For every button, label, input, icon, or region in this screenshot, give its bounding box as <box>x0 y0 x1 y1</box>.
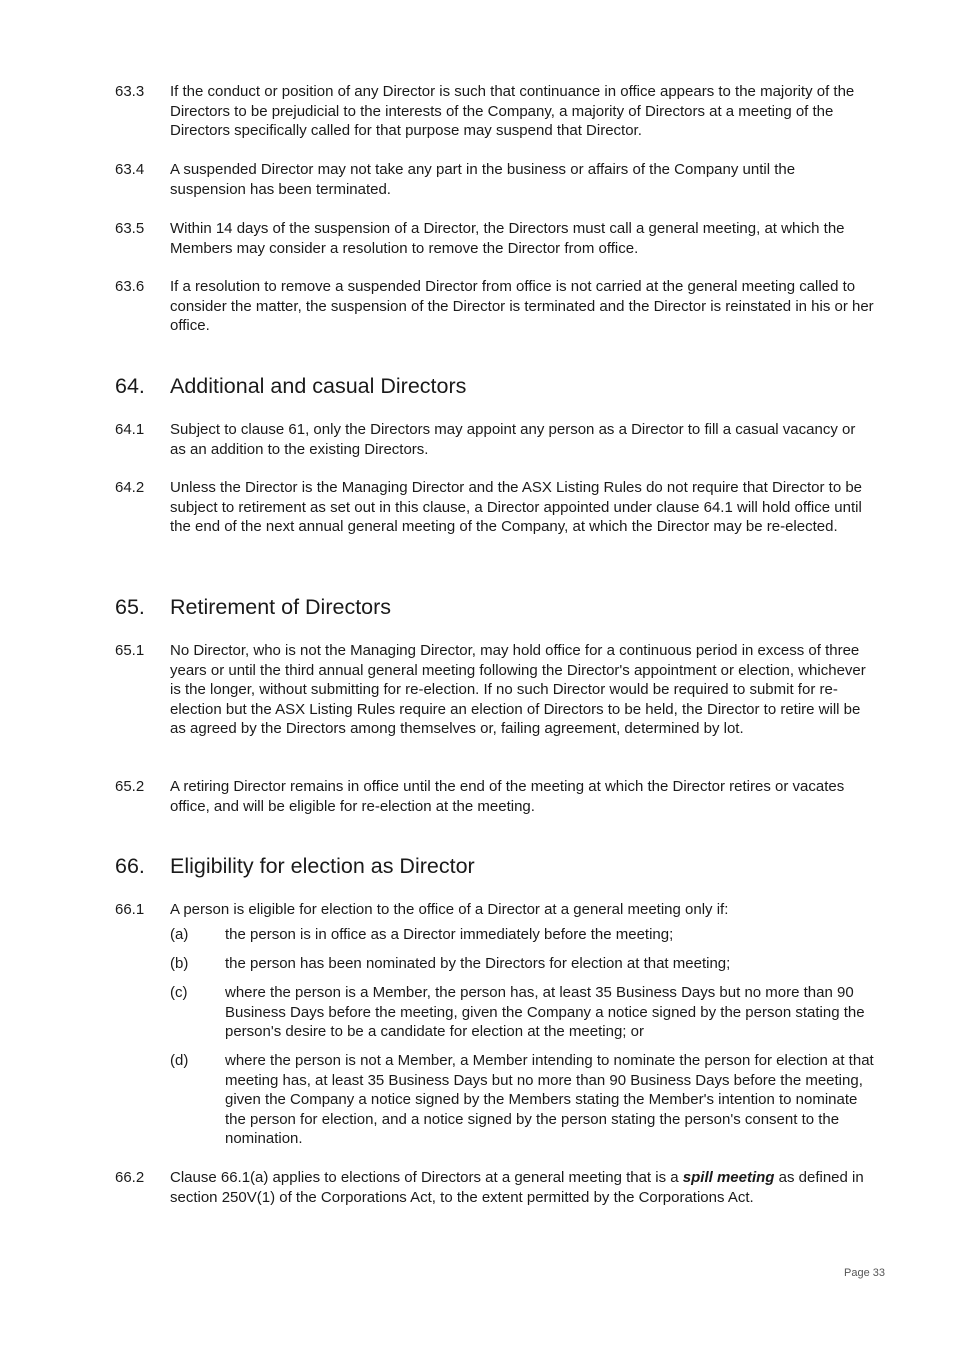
clause-text: If a resolution to remove a suspended Director from office is not carried at the general meeting called to consider the matter, the suspension of the Director is terminated and the Director is reinstated in his or her office. <box>170 278 874 334</box>
section-heading-65 <box>115 594 875 620</box>
clause-text-part: as defined in section 250V(1) of the Corporations Act, to the extent permitted by the Corporations Act. <box>170 1169 864 1206</box>
clause-64-1 <box>115 420 875 459</box>
sub-clause-number: (d) <box>170 1052 189 1069</box>
clause-text: A retiring Director remains in office until the end of the meeting at which the Director retires or vacates office, and will be eligible for re-election at the meeting. <box>170 778 845 815</box>
section-number: 65. <box>115 595 145 619</box>
sub-clause-number: (a) <box>170 926 189 943</box>
clause-63-5 <box>115 219 875 258</box>
section-title: Additional and casual Directors <box>170 374 467 398</box>
clause-63-4 <box>115 160 875 199</box>
section-heading-64 <box>115 373 875 399</box>
clause-text-part: Clause 66.1(a) applies to elections of Directors at a general meeting that is a <box>170 1169 683 1186</box>
clause-number: 65.2 <box>115 778 145 795</box>
clause-63-6 <box>115 277 875 336</box>
section-title: Eligibility for election as Director <box>170 854 475 878</box>
section-number: 66. <box>115 854 145 878</box>
page-number: Page 33 <box>844 1267 885 1279</box>
clause-text <box>170 1168 875 1207</box>
sub-clause-d <box>170 1051 875 1149</box>
clause-number: 63.4 <box>115 161 145 178</box>
clause-63-3 <box>115 82 875 141</box>
clause-number: 66.2 <box>115 1169 145 1186</box>
clause-text: Subject to clause 61, only the Directors may appoint any person as a Director to fill a casual vacancy or as an addition to the existing Directors. <box>170 421 856 458</box>
clause-text: A person is eligible for election to the office of a Director at a general meeting only if: <box>170 901 729 918</box>
clause-text: If the conduct or position of any Director is such that continuance in office appears to the majority of the Directors to be prejudicial to the interests of the Company, a majority of Directors at a meeting of the Directors specifically called for that purpose may suspend that Director. <box>170 83 855 139</box>
sub-clause-text: the person is in office as a Director immediately before the meeting; <box>225 926 674 943</box>
clause-text: A suspended Director may not take any part in the business or affairs of the Company until the suspension has been terminated. <box>170 161 796 198</box>
section-number: 64. <box>115 374 145 398</box>
clause-text: Within 14 days of the suspension of a Director, the Directors must call a general meeting, at which the Members may consider a resolution to remove the Director from office. <box>170 220 845 257</box>
clause-number: 64.2 <box>115 479 145 496</box>
sub-clause-text: the person has been nominated by the Directors for election at that meeting; <box>225 955 731 972</box>
clause-66-1 <box>115 900 875 920</box>
clause-text: No Director, who is not the Managing Director, may hold office for a continuous period in excess of three years or until the third annual general meeting following the Director's appointment or election, whichever is the longer, without submitting for re-election. If no such Director would be required to submit for re-election but the ASX Listing Rules require an election of Directors to be held, the Director to retire will be as agreed by the Directors among themselves or, failing agreement, determined by lot. <box>170 642 866 737</box>
sub-clause-c <box>170 983 875 1042</box>
sub-clause-number: (c) <box>170 984 188 1001</box>
clause-number: 65.1 <box>115 642 145 659</box>
defined-term-emphasis: spill meeting <box>682 1169 775 1186</box>
clause-number: 63.5 <box>115 220 145 237</box>
clause-number: 64.1 <box>115 421 145 438</box>
clause-text: Unless the Director is the Managing Director and the ASX Listing Rules do not require that Director to be subject to retirement as set out in this clause, a Director appointed under clause 64.1 will hold office until the end of the next annual general meeting of the Company, at which the Director may be re-elected. <box>170 479 863 535</box>
sub-clause-b <box>170 954 875 974</box>
sub-clause-text: where the person is a Member, the person has, at least 35 Business Days but no more than 90 Business Days before the meeting, given the Company a notice signed by the person stating the person's desire to be a candidate for election at the meeting; or <box>225 984 865 1040</box>
clause-number: 63.3 <box>115 83 145 100</box>
clause-number: 66.1 <box>115 901 145 918</box>
section-heading-66 <box>115 853 875 879</box>
clause-number: 63.6 <box>115 278 145 295</box>
clause-65-2 <box>115 777 875 816</box>
sub-clause-a <box>170 925 875 945</box>
clause-64-2 <box>115 478 875 537</box>
sub-clause-number: (b) <box>170 955 189 972</box>
section-title: Retirement of Directors <box>170 595 392 619</box>
sub-clause-text: where the person is not a Member, a Member intending to nominate the person for election at that meeting has, at least 35 Business Days but no more than 90 Business Days before the meeting, given the Company a notice signed by the Members stating the Member's intention to nominate the person for election, and a notice signed by the person stating the person's consent to the nomination. <box>225 1052 874 1147</box>
clause-66-2 <box>115 1168 875 1207</box>
clause-65-1 <box>115 641 875 739</box>
